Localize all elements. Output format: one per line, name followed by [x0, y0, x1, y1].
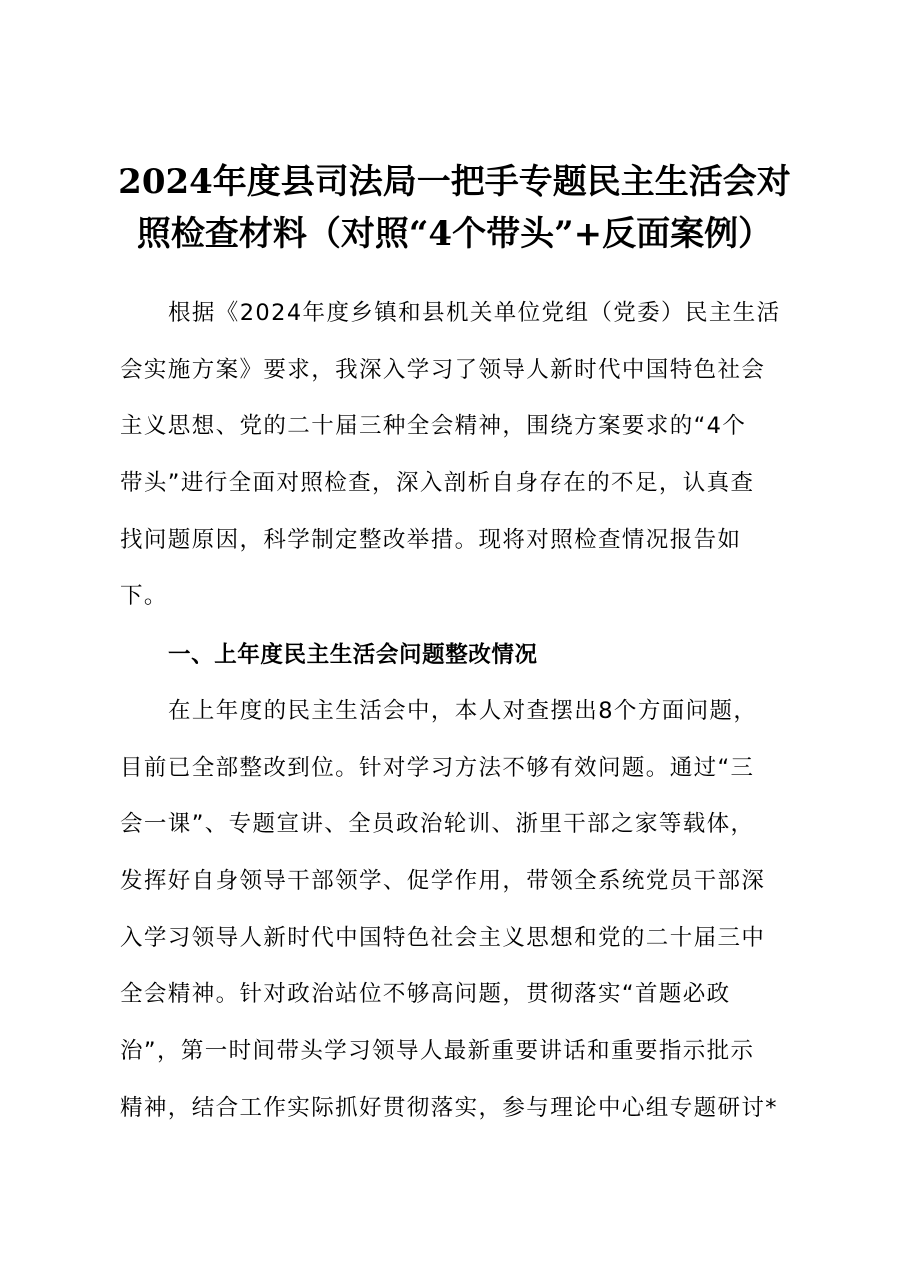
- paragraph-line: 治”，第一时间带头学习领导人最新重要讲话和重要指示批示: [120, 1038, 755, 1065]
- intro-paragraph: [120, 285, 792, 625]
- section-1-paragraph: [120, 683, 792, 1137]
- paragraph-line: 在上年度的民主生活会中，本人对查摆出8个方面问题，: [168, 698, 758, 724]
- section-heading: 一、上年度民主生活会问题整改情况: [168, 642, 538, 668]
- paragraph-line: 发挥好自身领导干部领学、促学作用，带领全系统党员干部深: [120, 868, 766, 895]
- title-line: 照检查材料（对照“4个带头”+反面案例）: [136, 214, 773, 254]
- title-line: 2024年度县司法局一把手专题民主生活会对: [118, 162, 791, 202]
- paragraph-line: 会一课”、专题宣讲、全员政治轮训、浙里干部之家等载体，: [120, 811, 755, 838]
- document-title: [100, 156, 809, 260]
- paragraph-line: 主义思想、党的二十届三种全会精神，围绕方案要求的“4个: [120, 413, 747, 440]
- paragraph-line: 精神，结合工作实际抓好贯彻落实，参与理论中心组专题研讨*: [120, 1094, 778, 1121]
- paragraph-line: 全会精神。针对政治站位不够高问题，贯彻落实“首题必政: [120, 981, 731, 1008]
- paragraph-line: 根据《2024年度乡镇和县机关单位党组（党委）民主生活: [168, 300, 781, 326]
- paragraph-line: 带头”进行全面对照检查，深入剖析自身存在的不足，认真查: [120, 470, 755, 497]
- paragraph-line: 目前已全部整改到位。针对学习方法不够有效问题。通过“三: [120, 754, 755, 781]
- paragraph-line: 下。: [120, 583, 168, 610]
- paragraph-line: 入学习领导人新时代中国特色社会主义思想和党的二十届三中: [120, 924, 766, 951]
- paragraph-line: 会实施方案》要求，我深入学习了领导人新时代中国特色社会: [120, 356, 766, 383]
- paragraph-line: 找问题原因，科学制定整改举措。现将对照检查情况报告如: [120, 526, 742, 553]
